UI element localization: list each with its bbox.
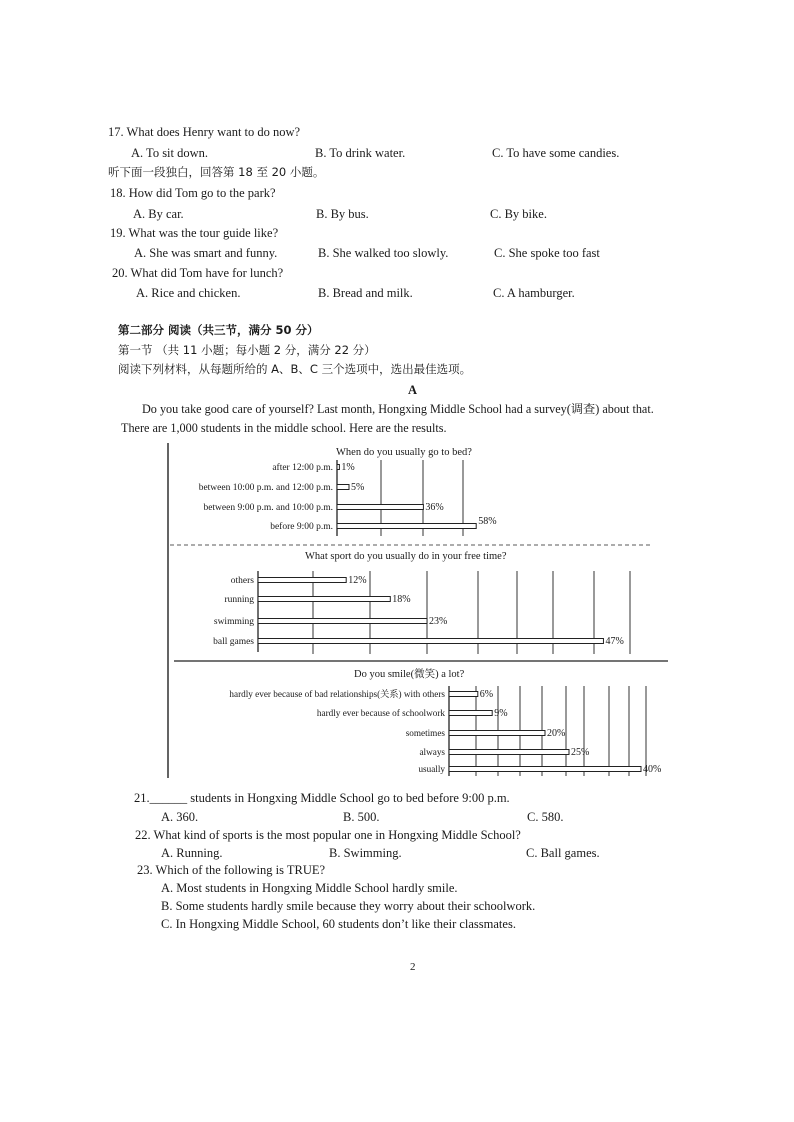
chart3-category-label: hardly ever because of bad relationships(关系) with others: [229, 689, 445, 699]
chart1-value-label: 1%: [341, 462, 355, 473]
chart3-category-label: always: [419, 747, 445, 757]
q19-option-c: C. She spoke too fast: [494, 246, 600, 260]
chart3-value-label: 20%: [547, 728, 566, 739]
chart1-bar: [337, 485, 349, 490]
passage-line-1: Do you take good care of yourself? Last month, Hongxing Middle School had a survey(调查) about that.: [142, 402, 654, 416]
q22: 22. What kind of sports is the most popular one in Hongxing Middle School?: [135, 828, 521, 842]
q17: 17. What does Henry want to do now?: [108, 125, 301, 139]
q21-option-a: A. 360.: [161, 810, 199, 824]
q22-option-c: C. Ball games.: [526, 846, 600, 860]
q17-option-b: B. To drink water.: [315, 146, 406, 160]
chart2-value-label: 12%: [348, 575, 367, 586]
chart2-title: What sport do you usually do in your free time?: [305, 551, 507, 562]
reading-instruction: 阅读下列材料，从每题所给的 A、B、C 三个选项中，选出最佳选项。: [118, 362, 472, 376]
part2-title: 第二部分 阅读（共三节，满分 50 分）: [118, 323, 319, 337]
q18-option-c: C. By bike.: [490, 207, 547, 221]
q17-option-a: A. To sit down.: [131, 146, 209, 160]
q20: 20. What did Tom have for lunch?: [112, 266, 284, 280]
chart2-category-label: ball games: [213, 637, 254, 647]
q23-option-c: C. In Hongxing Middle School, 60 students don’t like their classmates.: [161, 917, 516, 931]
chart2-value-label: 47%: [605, 636, 624, 647]
chart1-value-label: 5%: [351, 482, 365, 493]
q21-option-b: B. 500.: [343, 810, 380, 824]
q22-option-b: B. Swimming.: [329, 846, 402, 860]
q20-option-a: A. Rice and chicken.: [136, 286, 241, 300]
chart1-bar: [337, 465, 339, 470]
chart1-bar: [337, 524, 476, 529]
chart3-category-label: usually: [418, 764, 445, 774]
q19-option-b: B. She walked too slowly.: [318, 246, 449, 260]
chart1-category-label: before 9:00 p.m.: [270, 522, 333, 532]
section1-title: 第一节 （共 11 小题；每小题 2 分，满分 22 分）: [118, 343, 376, 357]
passage-line-2: There are 1,000 students in the middle school. Here are the results.: [121, 421, 447, 435]
q23-option-a: A. Most students in Hongxing Middle School hardly smile.: [161, 881, 458, 895]
monologue-instruction: 听下面一段独白，回答第 18 至 20 小题。: [108, 165, 325, 179]
q19-option-a: A. She was smart and funny.: [134, 246, 278, 260]
chart2-category-label: others: [230, 576, 254, 586]
chart3-title: Do you smile(微笑) a lot?: [354, 669, 465, 680]
chart2-category-label: swimming: [213, 617, 254, 627]
q18: 18. How did Tom go to the park?: [110, 186, 276, 200]
chart1-bar: [337, 505, 423, 510]
q21-option-c: C. 580.: [527, 810, 564, 824]
chart3-bar: [449, 692, 478, 697]
q20-option-c: C. A hamburger.: [493, 286, 575, 300]
chart1-title: When do you usually go to bed?: [336, 447, 472, 458]
chart1-value-label: 58%: [478, 516, 497, 527]
chart2-bar: [258, 578, 346, 583]
chart3-bar: [449, 750, 569, 755]
chart2-value-label: 23%: [429, 616, 448, 627]
chart3-value-label: 40%: [643, 764, 662, 775]
q17-option-c: C. To have some candies.: [492, 146, 620, 160]
chart2-bar: [258, 619, 427, 624]
chart2-category-label: running: [224, 595, 254, 605]
q20-option-b: B. Bread and milk.: [318, 286, 413, 300]
chart3-value-label: 9%: [494, 708, 508, 719]
chart3-bar: [449, 767, 641, 772]
chart2-bar: [258, 597, 390, 602]
q23-option-b: B. Some students hardly smile because they worry about their schoolwork.: [161, 899, 536, 913]
chart2-bar: [258, 639, 603, 644]
chart1-category-label: after 12:00 p.m.: [272, 463, 333, 473]
q22-option-a: A. Running.: [161, 846, 223, 860]
q18-option-b: B. By bus.: [316, 207, 369, 221]
q23: 23. Which of the following is TRUE?: [137, 863, 326, 877]
chart1-category-label: between 10:00 p.m. and 12:00 p.m.: [198, 483, 333, 493]
chart3-bar: [449, 711, 492, 716]
chart3-category-label: sometimes: [405, 728, 445, 738]
page-number: 2: [410, 961, 416, 973]
q19: 19. What was the tour guide like?: [110, 226, 279, 240]
chart3-value-label: 25%: [571, 747, 590, 758]
q21: 21.______ students in Hongxing Middle School go to bed before 9:00 p.m.: [134, 791, 510, 805]
q18-option-a: A. By car.: [133, 207, 184, 221]
chart3-category-label: hardly ever because of schoolwork: [316, 708, 445, 718]
passage-letter: A: [408, 383, 418, 397]
chart1-value-label: 36%: [425, 502, 444, 513]
chart2-value-label: 18%: [392, 594, 411, 605]
chart1-category-label: between 9:00 p.m. and 10:00 p.m.: [203, 503, 333, 513]
chart3-bar: [449, 731, 545, 736]
chart3-value-label: 6%: [479, 689, 494, 700]
